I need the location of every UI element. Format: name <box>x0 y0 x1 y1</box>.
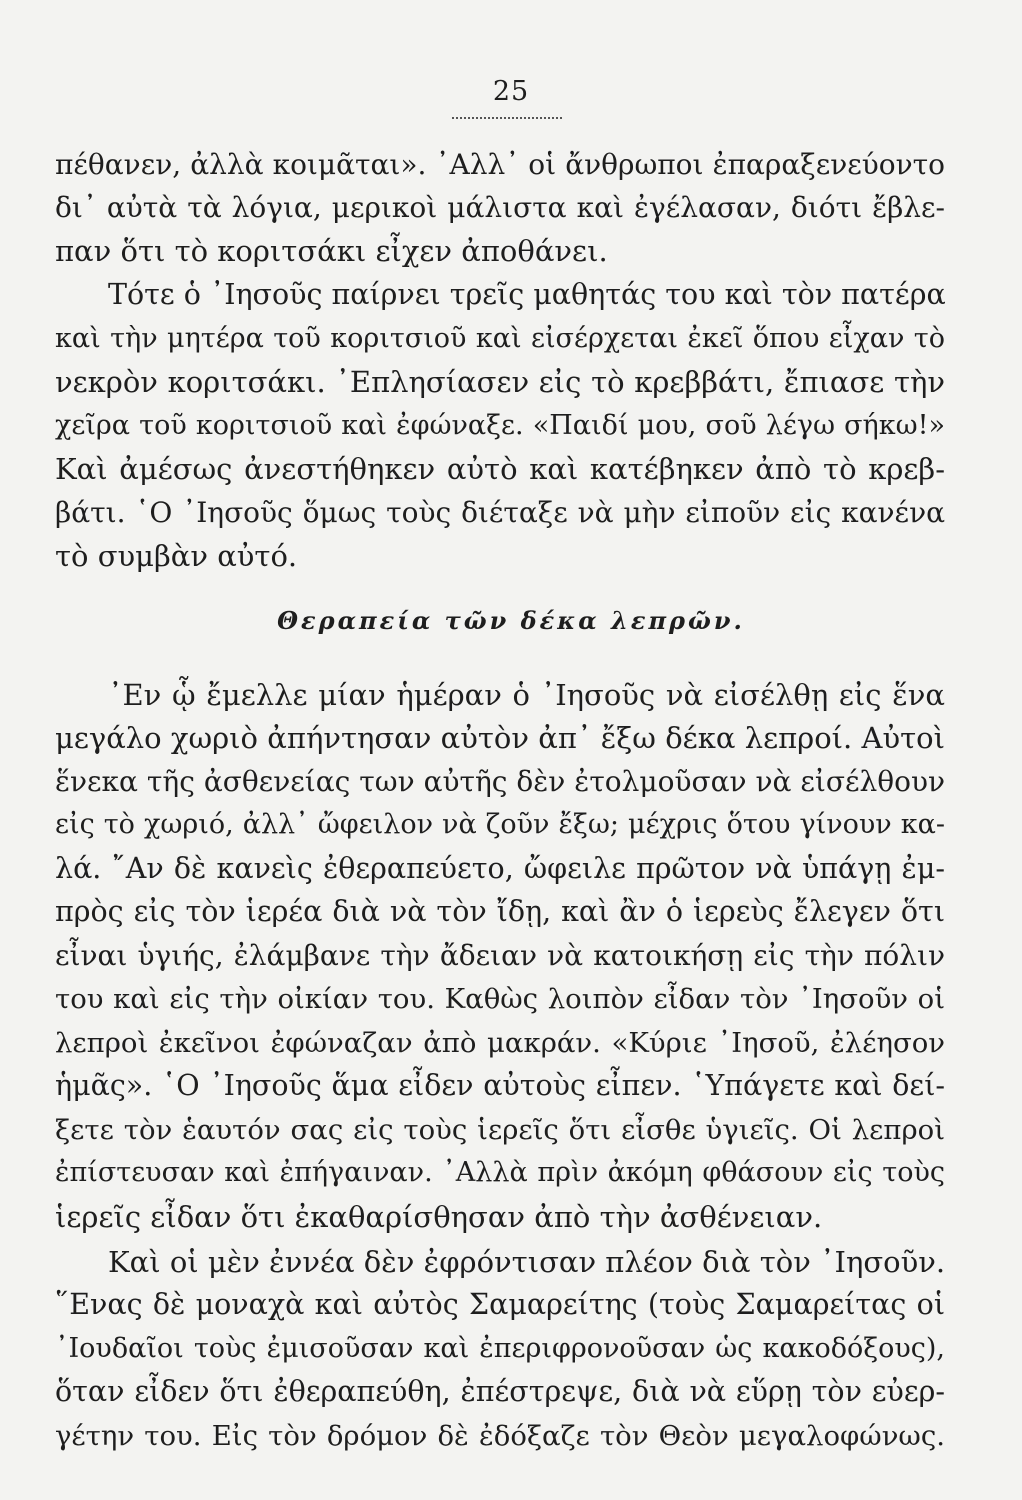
text-line: ἕνεκα τῆς ἀσθενείας των αὐτῆς δὲν ἐτολμοῦσαν νὰ εἰσέλθουν <box>55 765 945 798</box>
text-line: πρὸς εἰς τὸν ἱερέα διὰ νὰ τὸν ἴδῃ, καὶ ἂν ὁ ἱερεὺς ἔλεγεν ὅτι <box>55 895 945 928</box>
text-line: Τότε ὁ ᾿Ιησοῦς παίρνει τρεῖς μαθητάς του καὶ τὸν πατέρα <box>108 278 946 311</box>
text-line: ξετε τὸν ἑαυτόν σας εἰς τοὺς ἱερεῖς ὅτι εἶσθε ὑγιεῖς. Οἱ λεπροὶ <box>55 1114 945 1146</box>
page-number: 25 <box>492 76 530 107</box>
text-line: παν ὅτι τὸ κοριτσάκι εἶχεν ἀποθάνει. <box>55 234 608 268</box>
text-line: καὶ τὴν μητέρα τοῦ κοριτσιοῦ καὶ εἰσέρχεται ἐκεῖ ὅπου εἶχαν τὸ <box>55 323 945 354</box>
text-line: γέτην του. Εἰς τὸν δρόμον δὲ ἐδόξαζε τὸν Θεὸν μεγαλοφώνως. <box>55 1420 945 1452</box>
text-line: του καὶ εἰς τὴν οἰκίαν του. Καθὼς λοιπὸν εἶδαν τὸν ᾿Ιησοῦν οἱ <box>55 983 945 1015</box>
text-line: ὅταν εἶδεν ὅτι ἐθεραπεύθη, ἐπέστρεψε, διὰ νὰ εὕρῃ τὸν εὐερ- <box>55 1375 945 1408</box>
text-line: ᾿Ιουδαῖοι τοὺς ἐμισοῦσαν καὶ ἐπεριφρονοῦσαν ὡς κακοδόξους), <box>55 1333 945 1364</box>
text-line: εἰς τὸ χωριό, ἀλλ᾿ ὤφειλον νὰ ζοῦν ἔξω; μέχρις ὅτου γίνουν κα- <box>55 809 945 840</box>
text-line: βάτι. ῾Ο ᾿Ιησοῦς ὅμως τοὺς διέταξε νὰ μὴν εἰποῦν εἰς κανένα <box>55 496 945 529</box>
text-line: δι᾿ αὐτὰ τὰ λόγια, μερικοὶ μάλιστα καὶ ἐγέλασαν, διότι ἔβλε- <box>55 191 945 224</box>
text-line: Καὶ οἱ μὲν ἐννέα δὲν ἐφρόντισαν πλέον διὰ τὸν ᾿Ιησοῦν. <box>108 1245 946 1279</box>
text-line: νεκρὸν κοριτσάκι. ᾿Επλησίασεν εἰς τὸ κρεββάτι, ἔπιασε τὴν <box>55 365 945 399</box>
text-line: πέθανεν, ἀλλὰ κοιμᾶται». ᾿Αλλ᾿ οἱ ἄνθρωποι ἐπαραξενεύοντο <box>55 148 945 181</box>
text-line: λά. ῎Αν δὲ κανεὶς ἐθεραπεύετο, ὤφειλε πρῶτον νὰ ὑπάγῃ ἐμ- <box>55 852 945 885</box>
text-line: μεγάλο χωριὸ ἀπήντησαν αὐτὸν ἀπ᾿ ἔξω δέκα λεπροί. Αὐτοὶ <box>55 721 945 755</box>
text-line: τὸ συμβὰν αὐτό. <box>55 539 298 573</box>
text-line: ἱερεῖς εἶδαν ὅτι ἐκαθαρίσθησαν ἀπὸ τὴν ἀσθένειαν. <box>55 1200 823 1234</box>
text-line: εἶναι ὑγιής, ἐλάμβανε τὴν ἄδειαν νὰ κατοικήσῃ εἰς τὴν πόλιν <box>55 939 945 972</box>
text-line: ἐπίστευσαν καὶ ἐπήγαιναν. ᾿Αλλὰ πρὶν ἀκόμη φθάσουν εἰς τοὺς <box>55 1157 945 1188</box>
text-line: ῞Ενας δὲ μοναχὰ καὶ αὐτὸς Σαμαρείτης (τοὺς Σαμαρείτας οἱ <box>55 1288 945 1321</box>
text-line: λεπροὶ ἐκεῖνοι ἐφώναζαν ἀπὸ μακράν. «Κύριε ᾿Ιησοῦ, ἐλέησον <box>55 1027 945 1059</box>
header-rule <box>452 117 562 119</box>
text-line: Καὶ ἀμέσως ἀνεστήθηκεν αὐτὸ καὶ κατέβηκεν ἀπὸ τὸ κρεβ- <box>55 452 945 486</box>
text-line: ἡμᾶς». ῾Ο ᾿Ιησοῦς ἅμα εἶδεν αὐτοὺς εἶπεν. ῾Υπάγετε καὶ δεί- <box>55 1069 945 1102</box>
text-line: χεῖρα τοῦ κοριτσιοῦ καὶ ἐφώναξε. «Παιδί μου, σοῦ λέγω σήκω!» <box>55 410 945 441</box>
section-heading: Θεραπεία τῶν δέκα λεπρῶν. <box>277 606 745 635</box>
text-line: ᾿Εν ᾧ ἔμελλε μίαν ἡμέραν ὁ ᾿Ιησοῦς νὰ εἰσέλθῃ εἰς ἕνα <box>108 678 945 712</box>
